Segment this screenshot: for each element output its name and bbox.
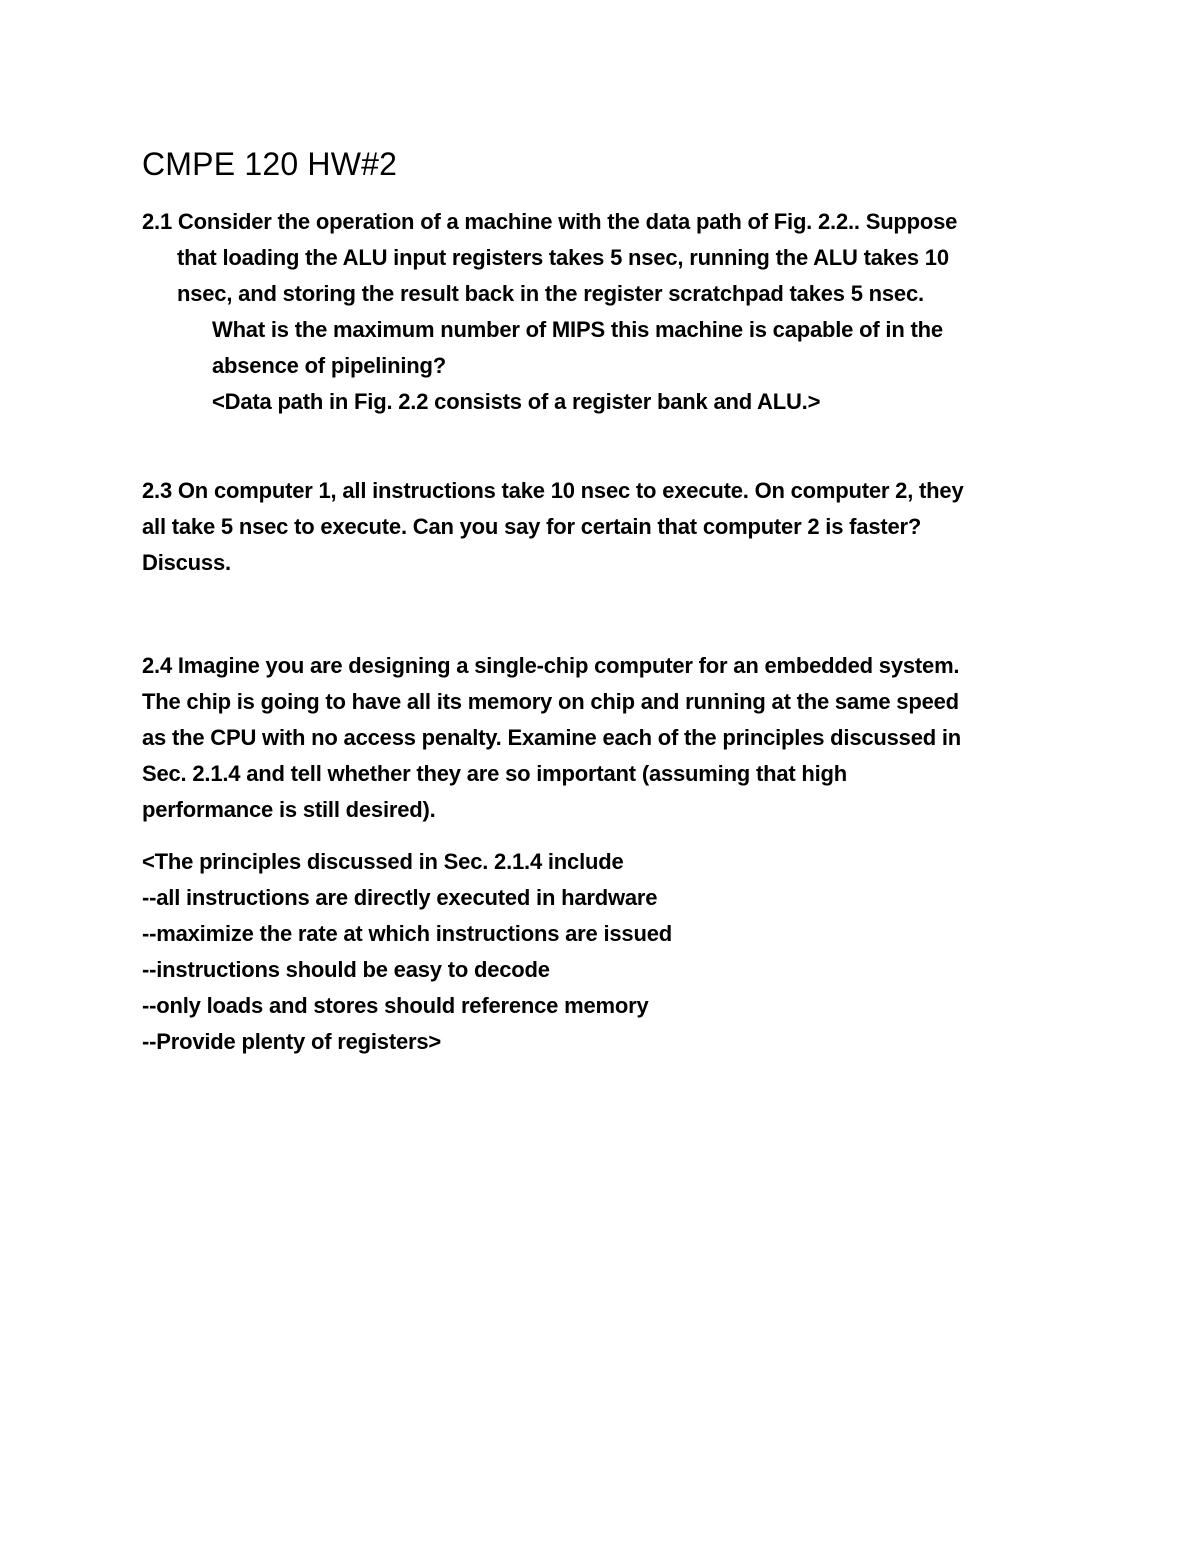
- principle-item: --Provide plenty of registers>: [142, 1029, 442, 1054]
- q21-line-3: nsec, and storing the result back in the register scratchpad takes 5 nsec.: [177, 281, 924, 306]
- principles-intro: <The principles discussed in Sec. 2.1.4 include: [142, 849, 624, 874]
- q24-line-1: 2.4 Imagine you are designing a single-chip computer for an embedded system.: [142, 653, 960, 678]
- principle-item: --all instructions are directly executed in hardware: [142, 885, 658, 910]
- q23-line-3: Discuss.: [142, 550, 231, 575]
- q21-line-6: <Data path in Fig. 2.2 consists of a register bank and ALU.>: [212, 389, 821, 414]
- q24-line-3: as the CPU with no access penalty. Examine each of the principles discussed in: [142, 725, 962, 750]
- document-title: CMPE 120 HW#2: [142, 146, 398, 182]
- q21-line-4: What is the maximum number of MIPS this machine is capable of in the: [212, 317, 943, 342]
- q24-line-2: The chip is going to have all its memory on chip and running at the same speed: [142, 689, 959, 714]
- principle-item: --instructions should be easy to decode: [142, 957, 550, 982]
- q21-line-1: 2.1 Consider the operation of a machine with the data path of Fig. 2.2.. Suppose: [142, 209, 958, 234]
- principle-item: --maximize the rate at which instructions are issued: [142, 921, 672, 946]
- principle-item: --only loads and stores should reference memory: [142, 993, 649, 1018]
- q21-line-2: that loading the ALU input registers takes 5 nsec, running the ALU takes 10: [177, 245, 949, 270]
- q24-line-4: Sec. 2.1.4 and tell whether they are so important (assuming that high: [142, 761, 848, 786]
- q23-line-1: 2.3 On computer 1, all instructions take 10 nsec to execute. On computer 2, they: [142, 478, 964, 503]
- q23-line-2: all take 5 nsec to execute. Can you say for certain that computer 2 is faster?: [142, 514, 922, 539]
- q21-line-5: absence of pipelining?: [212, 353, 446, 378]
- q24-line-5: performance is still desired).: [142, 797, 436, 822]
